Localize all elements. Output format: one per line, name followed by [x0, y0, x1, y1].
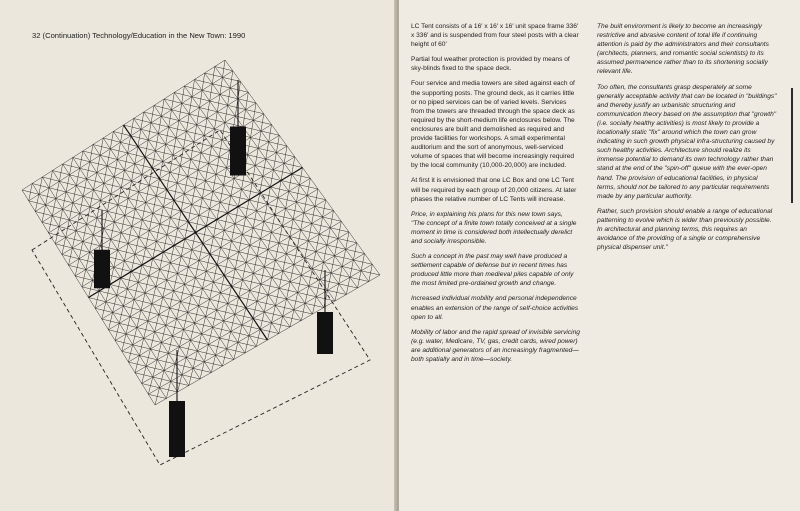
- margin-rule: [791, 88, 793, 203]
- paragraph: Mobility of labor and the rapid spread of invisible servicing (e.g. water, Medicare, TV, gas, credit cards, wired power) are additional generators of an increasingly fragmented—both spatially and in time—society.: [411, 328, 580, 363]
- running-head: 32 (Continuation) Technology/Education in the New Town: 1990: [32, 31, 246, 40]
- space-frame-drawing: [20, 60, 390, 480]
- paragraph: Four service and media towers are sited against each of the supporting posts. The ground deck, as it carries little or no piped services can be of varied levels. Services from the towers are threaded through the space deck as required by the short-medium life enclosures below. The enclosures are built and demolished as required and provide facilities for workshops. A small experimental auditorium and the sort of anonymous, well-serviced volume of spaces that will become increasingly required by the local community (10,000-20,000) are included.: [411, 80, 575, 170]
- service-tower: [230, 127, 246, 176]
- text-column-one: [411, 22, 581, 370]
- paragraph: Rather, such provision should enable a range of educational patterning to evolve which is wider than previously possible. In architectural and planning terms, this requires an avoidance of the providing of a single or comprehensive physical dispenser unit.": [597, 207, 773, 252]
- service-tower: [94, 250, 110, 289]
- paragraph: Such a concept in the past may well have produced a settlement capable of defense but in recent times has produced little more than medieval piles capable of only the most limited pre-ordained growth and change.: [411, 253, 574, 288]
- left-page: [0, 0, 397, 511]
- paragraph: Partial foul weather protection is provided by means of sky-blinds fixed to the space deck.: [411, 56, 570, 73]
- text-column-two: [597, 22, 777, 258]
- service-tower: [169, 401, 185, 457]
- paragraph-quote-intro: Price, in explaining his plans for this new town says, "The concept of a finite town totally conceived at a single moment in time is considered both intellectually derelict and socially irresponsible.: [411, 210, 577, 245]
- paragraph: Increased individual mobility and personal independence enables an extension of the range of self-choice activities open to all.: [411, 295, 579, 321]
- service-tower: [317, 312, 333, 354]
- paragraph: At first it is envisioned that one LC Box and one LC Tent will be required by each group of 20,000 citizens. At later phases the relative number of LC Tents will increase.: [411, 177, 577, 203]
- paragraph: Too often, the consultants grasp desperately at some generally acceptable activity that can be located in "buildings" and thereby justify an urbanistic structuring and communication theory based on the assumption that "growth" (i.e. socially healthy activities) is most likely to provide a locationally static "fix" around which the town can grow indicating in such growth physical infra-structuring caused by such healthy activities. Architecture should realize its immense potential to demand its own technology rather than stand at the end of the "spin-off" queue with the ever-open hand. The provision of educational facilities, in physical terms, should not be tailored to any particular requirements made by any particular authority.: [597, 83, 777, 200]
- paragraph: LC Tent consists of a 16′ x 16′ x 16′ unit space frame 336′ x 336′ and is suspended from four steel posts with a clear height of 60′: [411, 23, 579, 49]
- paragraph: The built environment is likely to become an increasingly restrictive and abrasive content of total life if continuing attention is paid by the administrators and their consultants (architects, planners, and romantic social scientists) to its assumed permanence rather than to its shortening socially relevant life.: [597, 23, 769, 76]
